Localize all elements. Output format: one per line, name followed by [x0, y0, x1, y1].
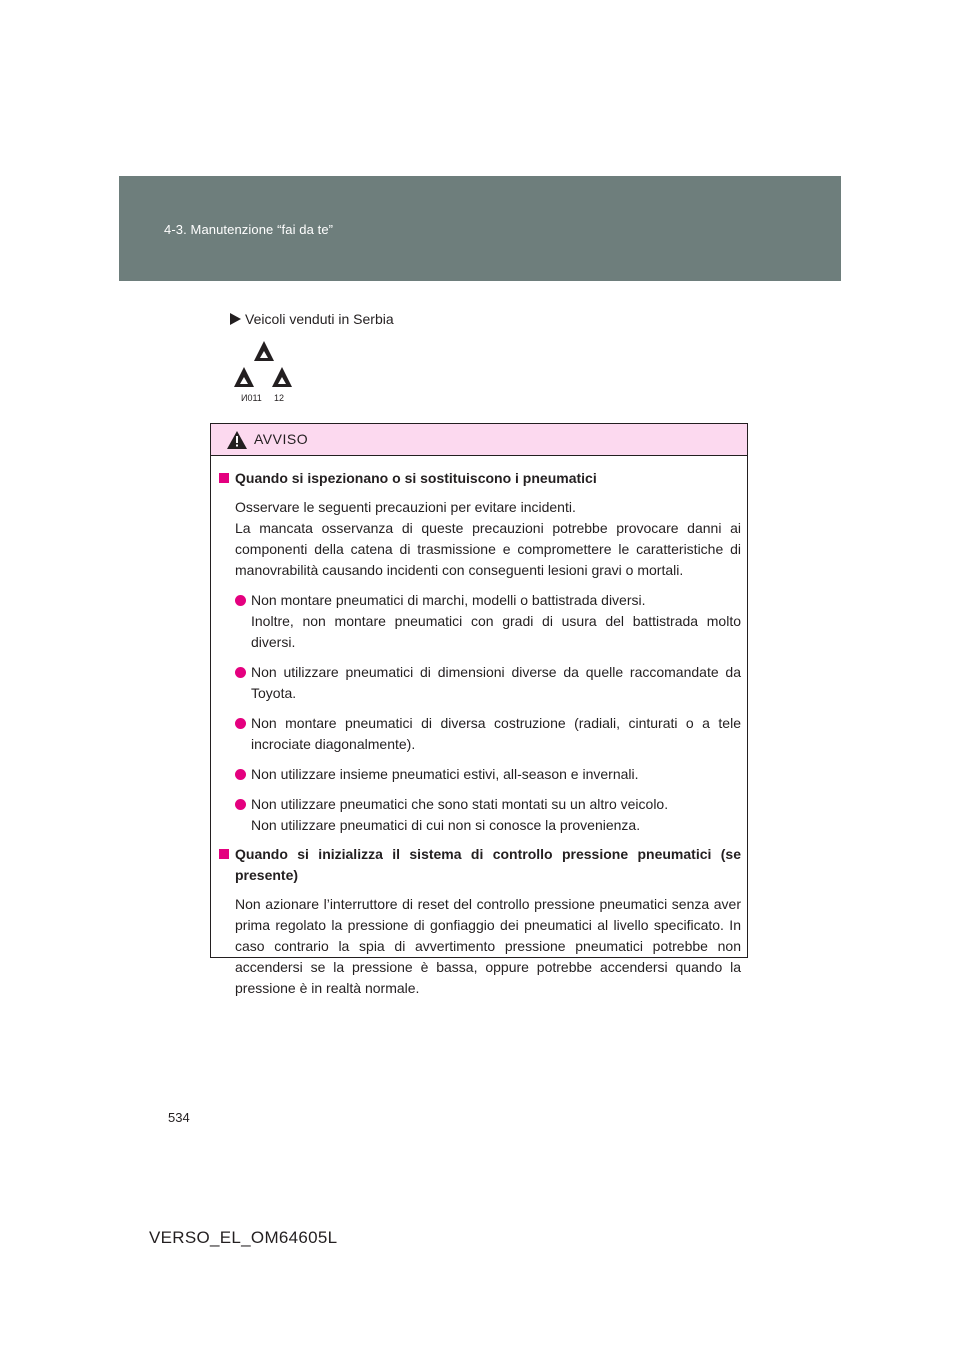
topic-intro [235, 497, 741, 581]
bullet-line: Non utilizzare pneumatici di dimensioni diverse da quelle raccomandate da Toyota. [251, 664, 741, 701]
topic-title: Quando si inizializza il sistema di controllo pressione pneumatici (se presente) [235, 846, 741, 883]
subheading-text: Veicoli venduti in Serbia [245, 311, 394, 327]
circle-bullet-icon [235, 595, 246, 606]
topic-title: Quando si ispezionano o si sostituiscono i pneumatici [235, 470, 597, 486]
warning-triangle-icon [227, 431, 247, 449]
bullet-line: Non utilizzare insieme pneumatici estivi, all-season e invernali. [251, 766, 639, 782]
list-item [235, 590, 741, 653]
circle-bullet-icon [235, 718, 246, 729]
section-title: 4-3. Manutenzione “fai da te” [164, 222, 334, 237]
square-bullet-icon [219, 473, 229, 483]
bullet-line: Inoltre, non montare pneumatici con gradi di usura del battistrada molto diversi. [251, 613, 741, 650]
arrow-right-icon [230, 313, 241, 325]
square-bullet-icon [219, 849, 229, 859]
circle-bullet-icon [235, 799, 246, 810]
list-item [235, 794, 741, 836]
page-number: 534 [168, 1110, 190, 1125]
intro-line: La mancata osservanza di queste precauzioni potrebbe provocare danni ai componenti della catena di trasmissione e compromettere le caratteristiche di manovrabilità causando incidenti con conseguenti lesioni gravi o mortali. [235, 520, 741, 578]
warning-box [210, 423, 748, 996]
approval-mark-code: И011 [241, 393, 262, 403]
warning-body [211, 456, 747, 999]
list-item [235, 764, 741, 785]
topic-tire-inspection [219, 468, 741, 836]
circle-bullet-icon [235, 667, 246, 678]
topic-body: Non azionare l’interruttore di reset del controllo pressione pneumatici senza aver prima regolato la pressione di gonfiaggio dei pneumatici al livello specificato. In caso contrario la spia di avvertimento pressione pneumatici potrebbe non accendersi se la pressione è bassa, oppure potrebbe accendersi quando la pressione è in realtà normale. [235, 896, 741, 996]
list-item [235, 713, 741, 755]
document-code: VERSO_EL_OM64605L [149, 1228, 338, 1247]
warning-label: AVVISO [254, 431, 309, 447]
subheading [230, 311, 394, 327]
warning-header [211, 424, 747, 456]
approval-mark-image [232, 339, 296, 403]
bullet-line: Non utilizzare pneumatici che sono stati montati su un altro veicolo. [251, 796, 669, 812]
intro-line: Osservare le seguenti precauzioni per evitare incidenti. [235, 499, 576, 515]
bullet-line: Non montare pneumatici di diversa costruzione (radiali, cinturati o a tele incrociate diagonalmente). [251, 715, 741, 752]
approval-mark-number: 12 [274, 393, 285, 403]
list-item [235, 662, 741, 704]
bullet-line: Non utilizzare pneumatici di cui non si conosce la provenienza. [251, 817, 641, 833]
bullet-line: Non montare pneumatici di marchi, modelli o battistrada diversi. [251, 592, 646, 608]
topic-tpms-initialization [219, 844, 741, 999]
circle-bullet-icon [235, 769, 246, 780]
